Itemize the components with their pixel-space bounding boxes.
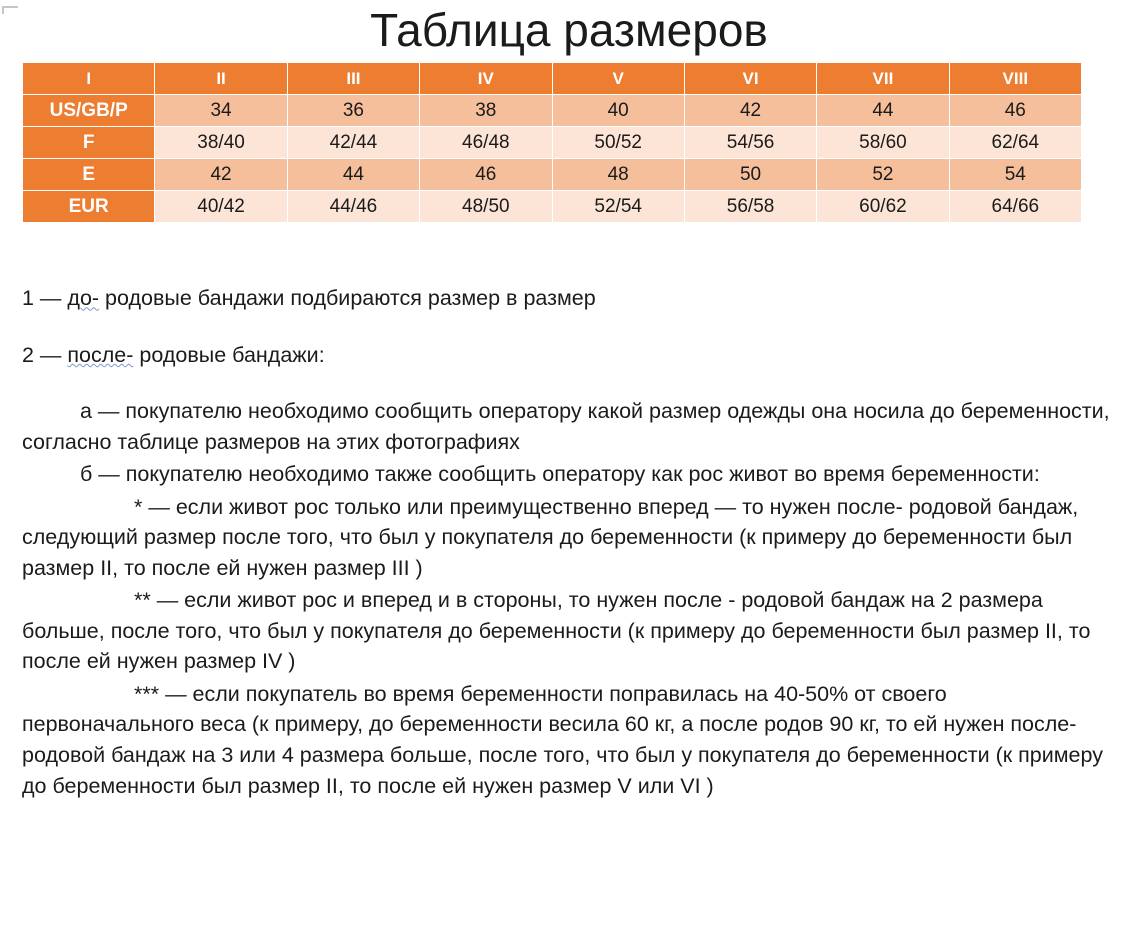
size-table-body bbox=[23, 95, 1082, 223]
table-cell: 42/44 bbox=[287, 127, 419, 159]
note-1-underlined: до- bbox=[67, 286, 100, 311]
note-2-prefix: 2 — bbox=[22, 342, 68, 367]
column-header-iii: III bbox=[287, 63, 419, 95]
table-row bbox=[23, 159, 1082, 191]
size-table bbox=[22, 62, 1082, 223]
column-header-vi: VI bbox=[684, 63, 816, 95]
note-2-underlined: после- bbox=[67, 342, 134, 367]
column-header-iv: IV bbox=[420, 63, 552, 95]
note-1-prefix: 1 — bbox=[22, 286, 68, 311]
table-cell: 48/50 bbox=[420, 191, 552, 223]
column-header-vii: VII bbox=[817, 63, 949, 95]
column-header-viii: VIII bbox=[949, 63, 1081, 95]
table-cell: 50 bbox=[684, 159, 816, 191]
table-cell: 42 bbox=[684, 95, 816, 127]
note-item-star-2: ** — если живот рос и вперед и в стороны, то нужен после - родовой бандаж на 2 размера больше, после того, что был у покупателя до беременности (к примеру до беременности был размер II, то после ей нужен размер IV ) bbox=[22, 588, 1091, 674]
table-cell: 46 bbox=[949, 95, 1081, 127]
table-cell: 46 bbox=[420, 159, 552, 191]
table-cell: 46/48 bbox=[420, 127, 552, 159]
table-cell: 58/60 bbox=[817, 127, 949, 159]
note-sub-items bbox=[22, 396, 1116, 801]
table-cell: 44 bbox=[817, 95, 949, 127]
note-2-rest: родовые бандажи: bbox=[133, 342, 325, 367]
column-header-ii: II bbox=[155, 63, 287, 95]
row-header-us-gb-p: US/GB/P bbox=[23, 95, 155, 127]
column-header-v: V bbox=[552, 63, 684, 95]
note-item-star-1: * — если живот рос только или преимущественно вперед — то нужен после- родовой бандаж, следующий размер после того, что был у покупателя до беременности (к примеру до беременности был размер II, то после ей нужен размер III ) bbox=[22, 494, 1079, 580]
table-header-row bbox=[23, 63, 1082, 95]
table-cell: 40/42 bbox=[155, 191, 287, 223]
size-table-container bbox=[22, 62, 1116, 223]
table-cell: 52/54 bbox=[552, 191, 684, 223]
document-page bbox=[0, 6, 1138, 937]
table-row bbox=[23, 191, 1082, 223]
table-cell: 38/40 bbox=[155, 127, 287, 159]
row-header-f: F bbox=[23, 127, 155, 159]
table-cell: 52 bbox=[817, 159, 949, 191]
table-cell: 40 bbox=[552, 95, 684, 127]
notes-section bbox=[22, 223, 1116, 801]
table-cell: 62/64 bbox=[949, 127, 1081, 159]
table-cell: 64/66 bbox=[949, 191, 1081, 223]
table-cell: 54/56 bbox=[684, 127, 816, 159]
table-cell: 44/46 bbox=[287, 191, 419, 223]
table-cell: 38 bbox=[420, 95, 552, 127]
note-item-1 bbox=[22, 283, 1116, 314]
table-cell: 44 bbox=[287, 159, 419, 191]
note-item-2 bbox=[22, 340, 1116, 371]
size-table-header bbox=[23, 63, 1082, 95]
table-cell: 56/58 bbox=[684, 191, 816, 223]
note-item-b: б — покупателю необходимо также сообщить оператору как рос живот во время беременности: bbox=[80, 462, 1040, 487]
table-row bbox=[23, 95, 1082, 127]
table-cell: 60/62 bbox=[817, 191, 949, 223]
table-cell: 54 bbox=[949, 159, 1081, 191]
row-header-eur: EUR bbox=[23, 191, 155, 223]
column-header-i: I bbox=[23, 63, 155, 95]
table-cell: 36 bbox=[287, 95, 419, 127]
page-title: Таблица размеров bbox=[370, 4, 768, 56]
table-cell: 50/52 bbox=[552, 127, 684, 159]
table-cell: 48 bbox=[552, 159, 684, 191]
note-item-a: а — покупателю необходимо сообщить оператору какой размер одежды она носила до беременности, согласно таблице размеров на этих фотографиях bbox=[22, 399, 1110, 454]
table-cell: 34 bbox=[155, 95, 287, 127]
page-corner-mark bbox=[2, 6, 18, 14]
row-header-e: E bbox=[23, 159, 155, 191]
table-cell: 42 bbox=[155, 159, 287, 191]
table-row bbox=[23, 127, 1082, 159]
note-item-star-3: *** — если покупатель во время беременности поправилась на 40-50% от своего первоначального веса (к примеру, до беременности весила 60 кг, а после родов 90 кг, то ей нужен после- родовой бандаж на 3 или 4 размера больше, после того, что был у покупателя до беременности (к примеру до беременности был размер II, то после ей нужен размер V или VI ) bbox=[22, 681, 1103, 798]
note-1-rest: родовые бандажи подбираются размер в размер bbox=[99, 286, 596, 311]
